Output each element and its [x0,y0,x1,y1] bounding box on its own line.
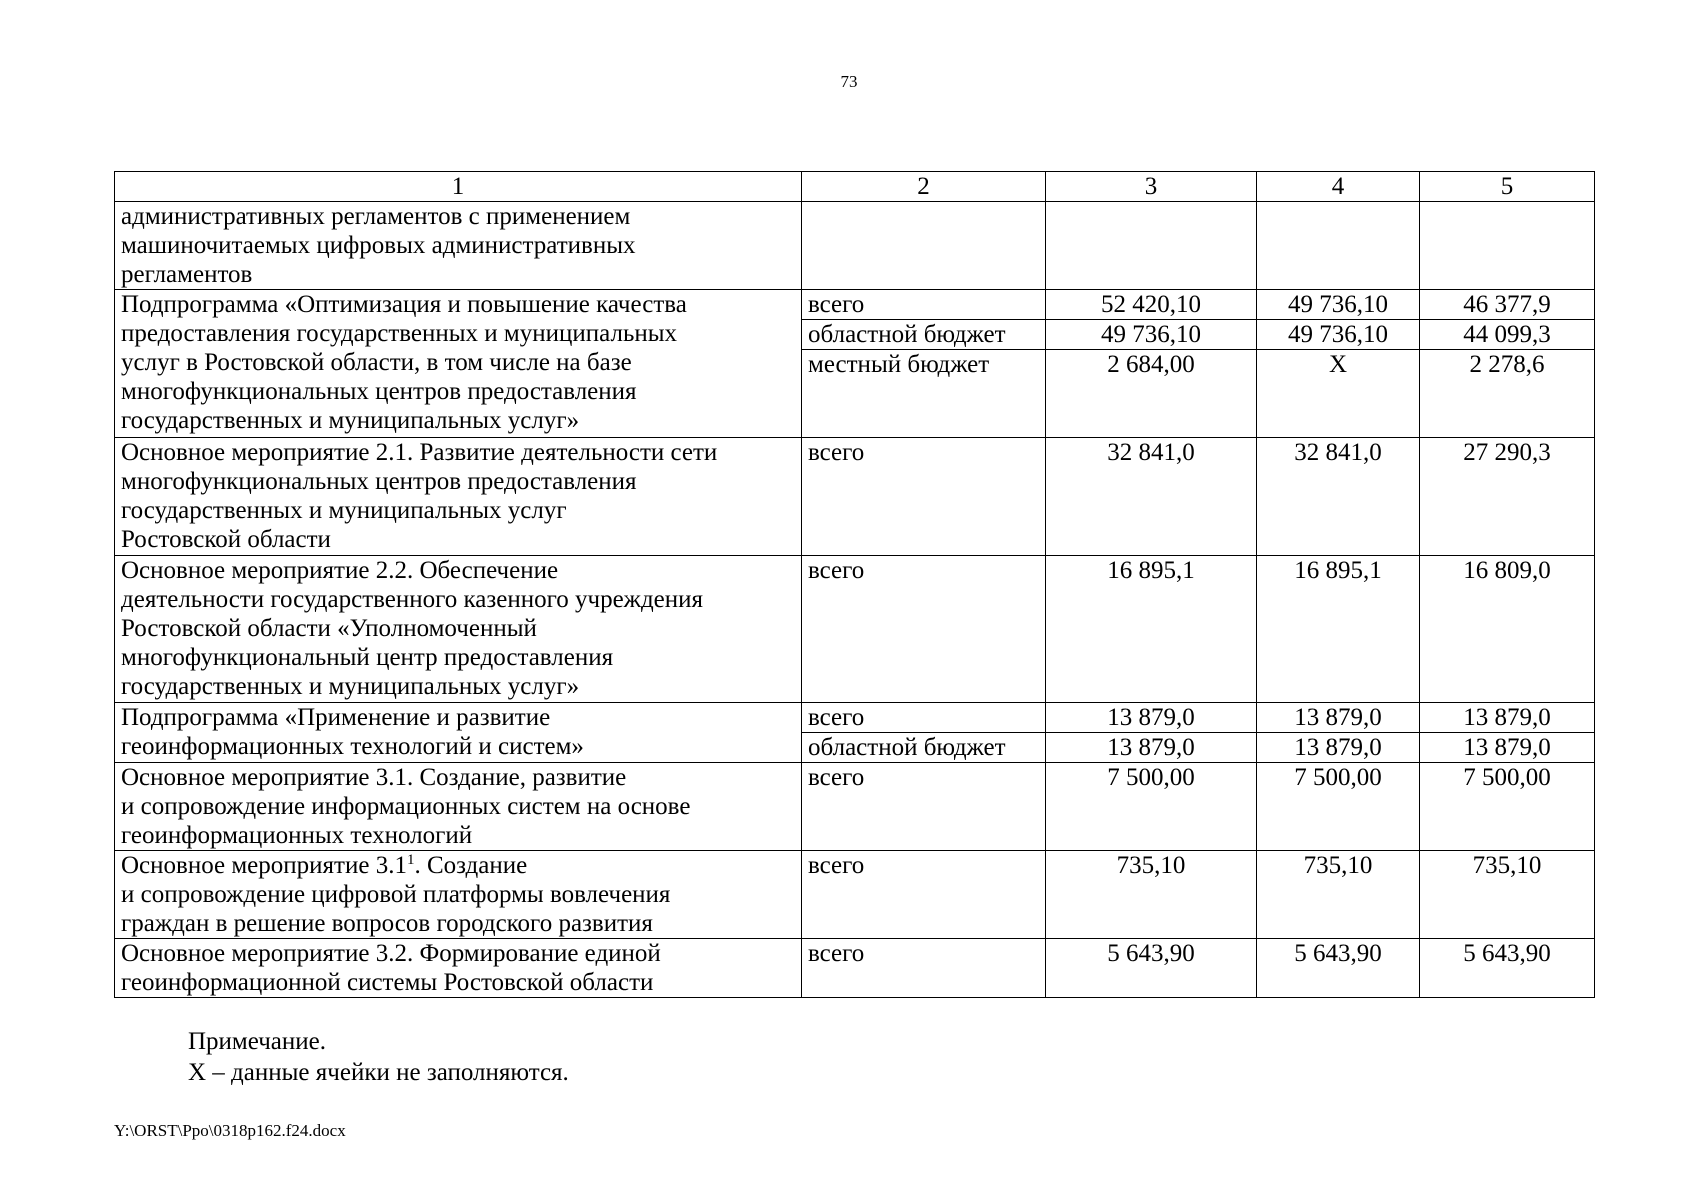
measure-name-line: Ростовской области [121,526,331,553]
note-title: Примечание. [188,1028,327,1055]
measure-name-line: многофункциональных центров предоставления [121,468,637,495]
measure-name-line: многофункциональный центр предоставления [121,644,614,671]
measure-name-line: геоинформационной системы Ростовской области [121,969,654,996]
value-cell [1046,202,1257,290]
funding-source-label: всего [802,290,1046,320]
column-header: 3 [1046,172,1257,202]
measure-name-line: предоставления государственных и муниципальных [121,320,678,347]
value-cell: 13 879,0 [1046,703,1257,733]
funding-source-label: всего [802,556,1046,703]
table-row [115,438,1595,556]
measure-name-line: государственных и муниципальных услуг» [121,673,580,700]
value-cell: 7 500,00 [1257,763,1420,851]
measure-name-line: услуг в Ростовской области, в том числе на базе [121,349,632,376]
value-cell: 32 841,0 [1257,438,1420,556]
value-cell: 5 643,90 [1046,939,1257,998]
measure-name-line: административных регламентов с применением [121,203,631,230]
page-number: 73 [840,72,858,91]
funding-source-label: всего [802,939,1046,998]
measure-name-line: Основное мероприятие 3.2. Формирование единой [121,940,661,967]
value-cell: 735,10 [1046,851,1257,939]
column-header: 5 [1420,172,1595,202]
measure-name-line: геоинформационных технологий и систем» [121,733,584,760]
measure-name-line: и сопровождение цифровой платформы вовлечения [121,881,671,908]
measure-name-line: и сопровождение информационных систем на основе [121,793,691,820]
value-cell [1420,202,1595,290]
budget-table [114,171,1595,998]
table-row [115,763,1595,851]
value-cell: 44 099,3 [1420,320,1595,350]
value-cell: 2 278,6 [1420,350,1595,438]
table-row [115,851,1595,939]
table-row [115,556,1595,703]
table-row [115,202,1595,290]
measure-name-line: государственных и муниципальных услуг [121,497,567,524]
measure-name-prefix: Основное мероприятие 3.1 [121,852,407,879]
funding-source-label: областной бюджет [802,733,1046,763]
value-cell: 13 879,0 [1046,733,1257,763]
measure-name-cell [115,290,802,438]
table-row [115,939,1595,998]
measure-name-line: геоинформационных технологий [121,822,473,849]
column-header: 4 [1257,172,1420,202]
note-block [188,1026,569,1088]
value-cell: 7 500,00 [1046,763,1257,851]
funding-source-label: всего [802,763,1046,851]
value-cell: 32 841,0 [1046,438,1257,556]
measure-name-line: регламентов [121,261,253,288]
value-cell: 49 736,10 [1046,320,1257,350]
value-cell: 16 895,1 [1257,556,1420,703]
measure-name-cell [115,202,802,290]
table-row [115,290,1595,320]
value-cell: 46 377,9 [1420,290,1595,320]
footer-file-path: Y:\ORST\Ppo\0318p162.f24.docx [114,1121,346,1140]
value-cell: Х [1257,350,1420,438]
measure-name-line: Ростовской области «Уполномоченный [121,615,537,642]
measure-name-line: машиночитаемых цифровых административных [121,232,636,259]
measure-name-line: граждан в решение вопросов городского развития [121,910,653,937]
measure-name-line: Основное мероприятие 2.2. Обеспечение [121,557,559,584]
measure-name-line: многофункциональных центров предоставления [121,378,637,405]
funding-source-label: всего [802,703,1046,733]
funding-source-label: всего [802,438,1046,556]
table-row [115,703,1595,733]
value-cell: 27 290,3 [1420,438,1595,556]
measure-name-line [121,851,795,880]
value-cell: 49 736,10 [1257,290,1420,320]
table-header-row [115,172,1595,202]
value-cell: 52 420,10 [1046,290,1257,320]
funding-source-label: всего [802,851,1046,939]
value-cell: 13 879,0 [1257,703,1420,733]
footnote-superscript: 1 [406,852,415,868]
value-cell: 16 895,1 [1046,556,1257,703]
value-cell: 7 500,00 [1420,763,1595,851]
value-cell [1257,202,1420,290]
value-cell: 5 643,90 [1257,939,1420,998]
measure-name-line: Основное мероприятие 3.1. Создание, развитие [121,764,627,791]
measure-name-cell [115,438,802,556]
measure-name-cell [115,703,802,763]
measure-name-cell [115,851,802,939]
measure-name-line: Подпрограмма «Применение и развитие [121,704,551,731]
measure-name-line: деятельности государственного казенного учреждения [121,586,704,613]
measure-name-suffix: . Создание [414,852,528,879]
column-header: 1 [115,172,802,202]
value-cell: 13 879,0 [1257,733,1420,763]
measure-name-cell [115,763,802,851]
value-cell: 13 879,0 [1420,733,1595,763]
note-text: Х – данные ячейки не заполняются. [188,1059,569,1086]
measure-name-line: государственных и муниципальных услуг» [121,407,580,434]
measure-name-line: Основное мероприятие 2.1. Развитие деятельности сети [121,439,718,466]
value-cell: 49 736,10 [1257,320,1420,350]
column-header: 2 [802,172,1046,202]
value-cell: 2 684,00 [1046,350,1257,438]
value-cell: 16 809,0 [1420,556,1595,703]
value-cell: 5 643,90 [1420,939,1595,998]
source-cell [802,202,1046,290]
funding-source-label: местный бюджет [802,350,1046,438]
measure-name-cell [115,556,802,703]
funding-source-label: областной бюджет [802,320,1046,350]
value-cell: 13 879,0 [1420,703,1595,733]
measure-name-cell [115,939,802,998]
value-cell: 735,10 [1257,851,1420,939]
measure-name-line: Подпрограмма «Оптимизация и повышение качества [121,291,687,318]
value-cell: 735,10 [1420,851,1595,939]
